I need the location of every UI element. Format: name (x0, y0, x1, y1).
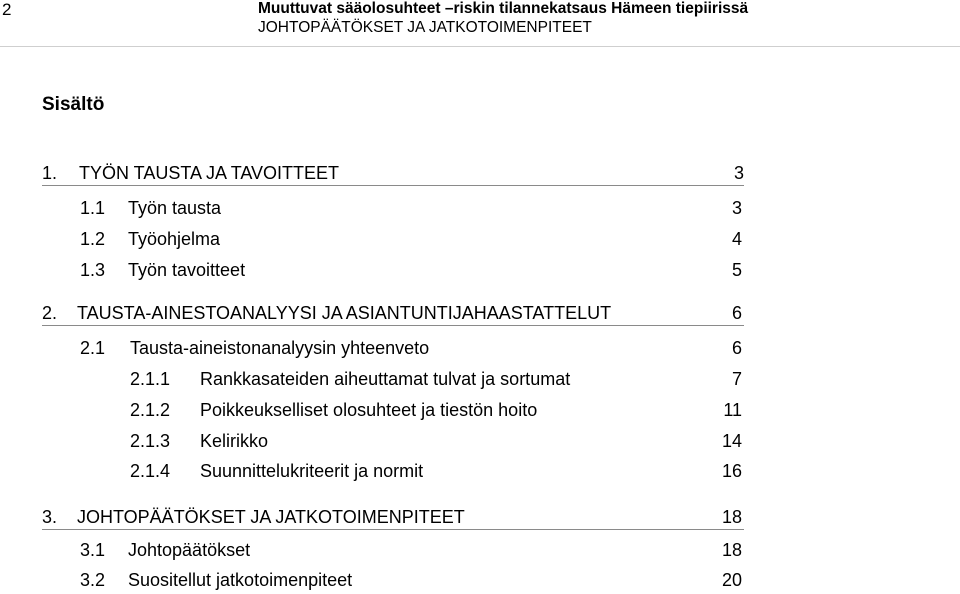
toc-entry-title: JOHTOPÄÄTÖKSET JA JATKOTOIMENPITEET (77, 507, 465, 527)
toc-entry-page: 7 (731, 369, 742, 389)
toc-entry-page: 4 (731, 229, 742, 249)
toc-entry-level-2[interactable] (80, 336, 744, 360)
toc-entry-page: 6 (731, 303, 742, 323)
toc-entry-level-2[interactable] (80, 538, 744, 562)
toc-entry-level-2[interactable] (80, 227, 744, 251)
toc-entry-level-3[interactable] (130, 367, 744, 391)
toc-entry-page: 5 (731, 260, 742, 280)
toc-entry-title: Poikkeukselliset olosuhteet ja tiestön hoito (200, 400, 538, 420)
page-number: 2 (2, 0, 12, 19)
toc-entry-title: Työn tausta (128, 198, 222, 218)
toc-entry-level-3[interactable] (130, 429, 744, 453)
toc-entry-title: TYÖN TAUSTA JA TAVOITTEET (79, 163, 340, 183)
toc-entry-level-3[interactable] (130, 398, 744, 422)
toc-entry-title: Rankkasateiden aiheuttamat tulvat ja sortumat (200, 369, 571, 389)
toc-entry-level-1[interactable] (42, 301, 744, 326)
toc-entry-number: 3. (42, 507, 58, 527)
document-subtitle: JOHTOPÄÄTÖKSET JA JATKOTOIMENPITEET (258, 19, 592, 36)
toc-entry-number: 2.1.4 (130, 461, 171, 481)
toc-entry-page: 18 (721, 540, 742, 560)
toc-entry-level-2[interactable] (80, 568, 744, 592)
toc-entry-level-2[interactable] (80, 258, 744, 282)
toc-entry-number: 1.1 (80, 198, 106, 218)
toc-entry-level-1[interactable] (42, 161, 744, 186)
toc-entry-title: Tausta-aineistonanalyysin yhteenveto (130, 338, 430, 358)
toc-entry-page: 18 (721, 507, 742, 527)
toc-entry-title: TAUSTA-AINESTOANALYYSI JA ASIANTUNTIJAHAASTATTELUT (77, 303, 612, 323)
toc-entry-number: 1. (42, 163, 58, 183)
toc-entry-page: 14 (721, 431, 742, 451)
toc-entry-level-3[interactable] (130, 459, 744, 483)
toc-entry-page: 6 (731, 338, 742, 358)
toc-entry-page: 11 (723, 400, 742, 420)
document-title: Muuttuvat sääolosuhteet –riskin tilannekatsaus Hämeen tiepiirissä (258, 0, 749, 17)
toc-entry-page: 20 (721, 570, 742, 590)
toc-entry-page: 16 (721, 461, 742, 481)
toc-entry-level-2[interactable] (80, 196, 744, 220)
toc-entry-number: 3.1 (80, 540, 106, 560)
toc-entry-number: 2.1.2 (130, 400, 171, 420)
toc-entry-number: 2.1 (80, 338, 106, 358)
toc-entry-page: 3 (733, 163, 744, 183)
toc-entry-number: 1.3 (80, 260, 106, 280)
toc-entry-title: Työohjelma (128, 229, 221, 249)
toc-entry-number: 2.1.3 (130, 431, 171, 451)
toc-entry-level-1[interactable] (42, 505, 744, 530)
toc-heading: Sisältö (42, 94, 105, 115)
toc-entry-title: Suositellut jatkotoimenpiteet (128, 570, 353, 590)
toc-entry-title: Kelirikko (200, 431, 269, 451)
toc-entry-number: 2.1.1 (130, 369, 171, 389)
toc-entry-number: 1.2 (80, 229, 106, 249)
toc-entry-number: 2. (42, 303, 58, 323)
toc-entry-title: Johtopäätökset (128, 540, 251, 560)
toc-entry-number: 3.2 (80, 570, 106, 590)
toc-entry-page: 3 (731, 198, 742, 218)
toc-entry-title: Suunnittelukriteerit ja normit (200, 461, 424, 481)
toc-entry-title: Työn tavoitteet (128, 260, 246, 280)
